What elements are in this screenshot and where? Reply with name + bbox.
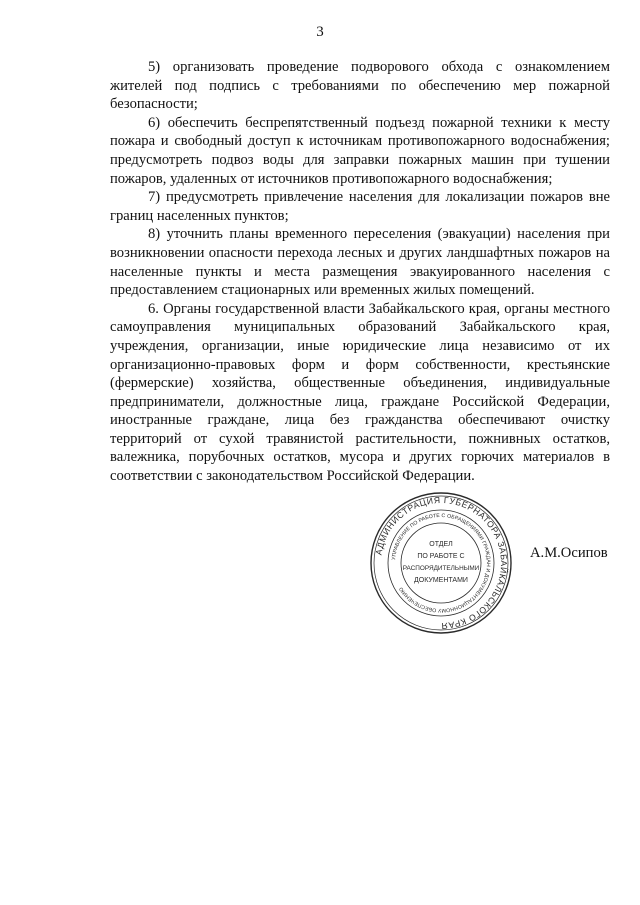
seal-center-line-4: ДОКУМЕНТАМИ: [414, 577, 468, 584]
official-seal-stamp: [368, 490, 514, 636]
seal-inner-border: [401, 523, 481, 603]
svg-text:УПРАВЛЕНИЕ ПО РАБОТЕ С ОБРАЩЕН: [391, 513, 491, 613]
signature-block: [0, 480, 640, 640]
seal-inner-text: УПРАВЛЕНИЕ ПО РАБОТЕ С ОБРАЩЕНИЯМИ ГРАЖДАН И ДОКУМЕНТАЦИОННОМУ ОБЕСПЕЧЕНИЮ: [391, 512, 492, 614]
paragraph-item-7: 7) предусмотреть привлечение населения для локализации пожаров вне границ населенных пунктов;: [110, 189, 610, 224]
seal-outer-text: АДМИНИСТРАЦИЯ ГУБЕРНАТОРА ЗАБАЙКАЛЬСКОГО КРАЯ: [373, 494, 510, 632]
seal-center-line-3: РАСПОРЯДИТЕЛЬНЫМИ: [402, 565, 480, 572]
paragraph-item-6: 6) обеспечить беспрепятственный подъезд пожарной техники к месту пожара и свободный доступ к источникам противопожарного водоснабжения; предусмотреть подвоз воды для заправки пожарных машин при тушении пожаров, удаленных от источников противопожарного водоснабжения;: [110, 114, 610, 187]
paragraph-item-8: 8) уточнить планы временного переселения (эвакуации) населения при возникновении опасности перехода лесных и других ландшафтных пожаров на населенные пункты и места размещения эвакуированного населения с предоставлением стационарных или временных жилых помещений.: [110, 226, 610, 299]
document-body: [110, 58, 610, 486]
paragraph-item-5: 5) организовать проведение подворового обхода с ознакомлением жителей под подпись с требованиями по обеспечению мер пожарной безопасности;: [110, 59, 610, 113]
seal-middle-border: [388, 510, 494, 616]
page-number: 3: [316, 24, 324, 40]
seal-graphic: [368, 490, 514, 636]
paragraph-section-6: 6. Органы государственной власти Забайкальского края, органы местного самоуправления муниципальных образований Забайкальского края, учреждения, организации, иные юридические лица независимо от их организационно-правовых форм и форм собственности, крестьянские (фермерские) хозяйства, общественные объединения, индивидуальные предприниматели, должностные лица, граждане Российской Федерации, иностранные граждане, лица без гражданства обеспечивают очистку территорий от сухой травянистой растительности, пожнивных остатков, валежника, порубочных остатков, мусора и других горючих материалов в соответствии с законодательством Российской Федерации.: [110, 300, 610, 485]
seal-center-line-2: ПО РАБОТЕ С: [417, 553, 465, 560]
seal-center-line-1: ОТДЕЛ: [429, 541, 453, 548]
signer-name: А.М.Осипов: [530, 545, 608, 561]
